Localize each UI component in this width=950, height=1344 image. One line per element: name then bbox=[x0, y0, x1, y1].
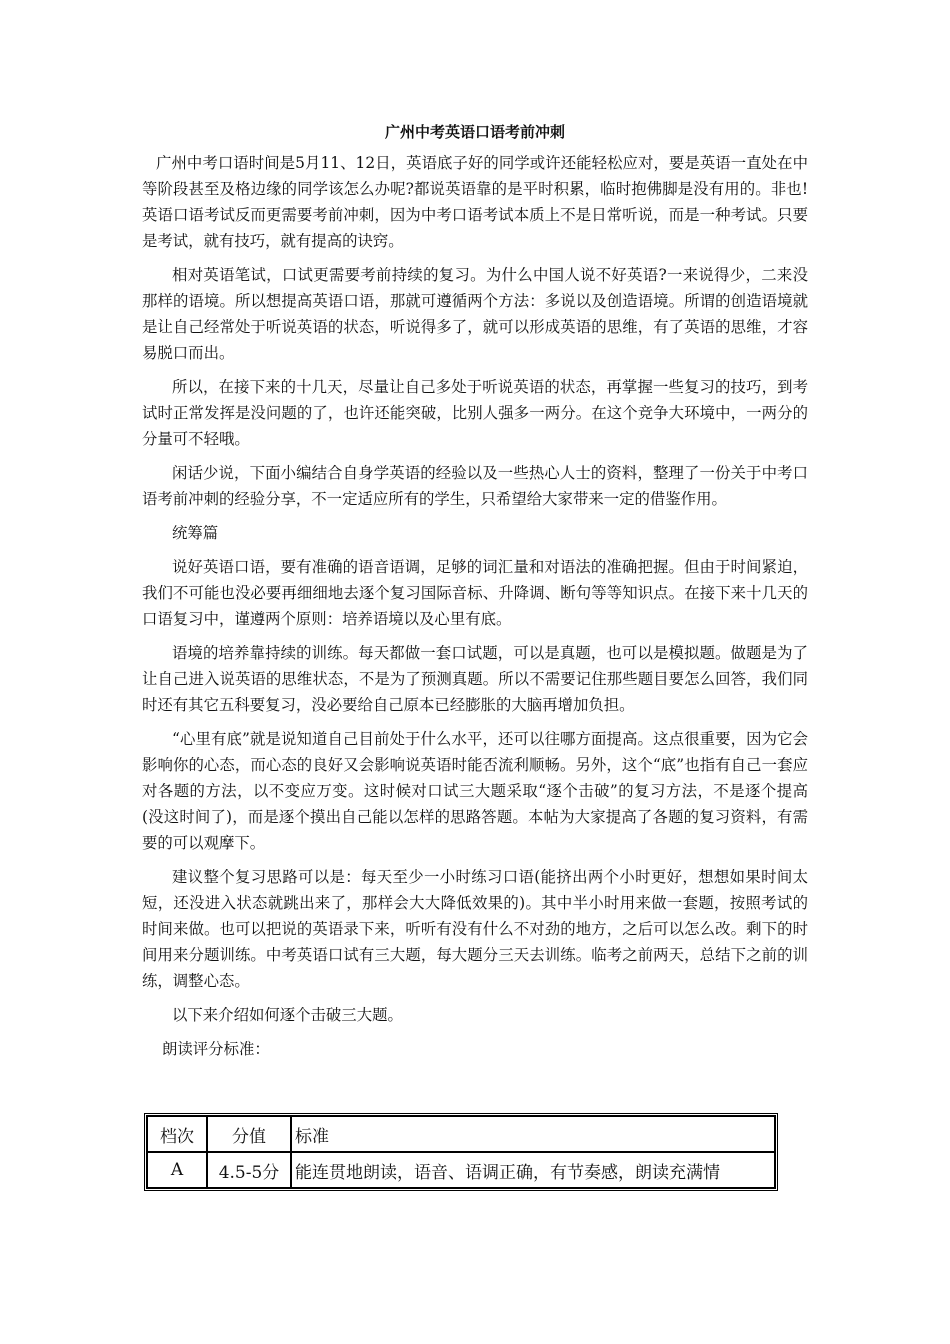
paragraph-1: 广州中考口语时间是5月11、12日，英语底子好的同学或许还能轻松应对，要是英语一直处在中等阶段甚至及格边缘的同学该怎么办呢?都说英语靠的是平时积累，临时抱佛脚是没有用的。非也!英语口语考试反而更需要考前冲刺，因为中考口语考试本质上不是日常听说，而是一种考试。只要是考试，就有技巧，就有提高的诀窍。 bbox=[142, 154, 808, 250]
paragraph-2: 相对英语笔试，口试更需要考前持续的复习。为什么中国人说不好英语?一来说得少，二来没那样的语境。所以想提高英语口语，那就可遵循两个方法：多说以及创造语境。所谓的创造语境就是让自己经常处于听说英语的状态，听说得多了，就可以形成英语的思维，有了英语的思维，才容易脱口而出。 bbox=[142, 266, 808, 362]
header-score: 分值 bbox=[207, 1116, 291, 1152]
scoring-table bbox=[144, 1113, 778, 1191]
cell-level: A bbox=[147, 1152, 207, 1188]
section-paragraph-4: 建议整个复习思路可以是：每天至少一小时练习口语(能挤出两个小时更好，想想如果时间太短，还没进入状态就跳出来了，那样会大大降低效果的)。其中半小时用来做一套题，按照考试的时间来做。也可以把说的英语录下来，听听有没有什么不对劲的地方，之后可以怎么改。剩下的时间用来分题训练。中考英语口试有三大题，每大题分三天去训练。临考之前两天，总结下之前的训练，调整心态。 bbox=[142, 868, 808, 990]
section-paragraph-5: 以下来介绍如何逐个击破三大题。 bbox=[172, 1006, 403, 1024]
paragraph-4: 闲话少说，下面小编结合自身学英语的经验以及一些热心人士的资料，整理了一份关于中考口语考前冲刺的经验分享，不一定适应所有的学生，只希望给大家带来一定的借鉴作用。 bbox=[142, 464, 808, 508]
header-level: 档次 bbox=[147, 1116, 207, 1152]
document-page bbox=[142, 122, 808, 1070]
section-paragraph-2: 语境的培养靠持续的训练。每天都做一套口试题，可以是真题，也可以是模拟题。做题是为了让自己进入说英语的思维状态，不是为了预测真题。所以不需要记住那些题目要怎么回答，我们同时还有其它五科要复习，没必要给自己原本已经膨胀的大脑再增加负担。 bbox=[142, 644, 808, 714]
table-header-row bbox=[147, 1116, 775, 1152]
document-title: 广州中考英语口语考前冲刺 bbox=[384, 123, 565, 141]
table-row bbox=[147, 1152, 775, 1188]
section-paragraph-1: 说好英语口语，要有准确的语音语调，足够的词汇量和对语法的准确把握。但由于时间紧迫，我们不可能也没必要再细细地去逐个复习国际音标、升降调、断句等等知识点。在接下来十几天的口语复习中，谨遵两个原则：培养语境以及心里有底。 bbox=[142, 558, 808, 628]
section-heading: 统筹篇 bbox=[172, 524, 219, 542]
table-caption: 朗读评分标准： bbox=[162, 1040, 270, 1058]
cell-standard: 能连贯地朗读，语音、语调正确，有节奏感，朗读充满情 bbox=[291, 1152, 775, 1188]
cell-score: 4.5-5分 bbox=[207, 1152, 291, 1188]
section-paragraph-3: “心里有底”就是说知道自己目前处于什么水平，还可以往哪方面提高。这点很重要，因为它会影响你的心态，而心态的良好又会影响说英语时能否流利顺畅。另外，这个“底”也指有自己一套应对各题的方法，以不变应万变。这时候对口试三大题采取“逐个击破”的复习方法，不是逐个提高(没这时间了)，而是逐个摸出自己能以怎样的思路答题。本帖为大家提高了各题的复习资料，有需要的可以观摩下。 bbox=[142, 730, 808, 852]
paragraph-3: 所以，在接下来的十几天，尽量让自己多处于听说英语的状态，再掌握一些复习的技巧，到考试时正常发挥是没问题的了，也许还能突破，比别人强多一两分。在这个竞争大环境中，一两分的分量可不轻哦。 bbox=[142, 378, 808, 448]
header-standard: 标准 bbox=[291, 1116, 775, 1152]
